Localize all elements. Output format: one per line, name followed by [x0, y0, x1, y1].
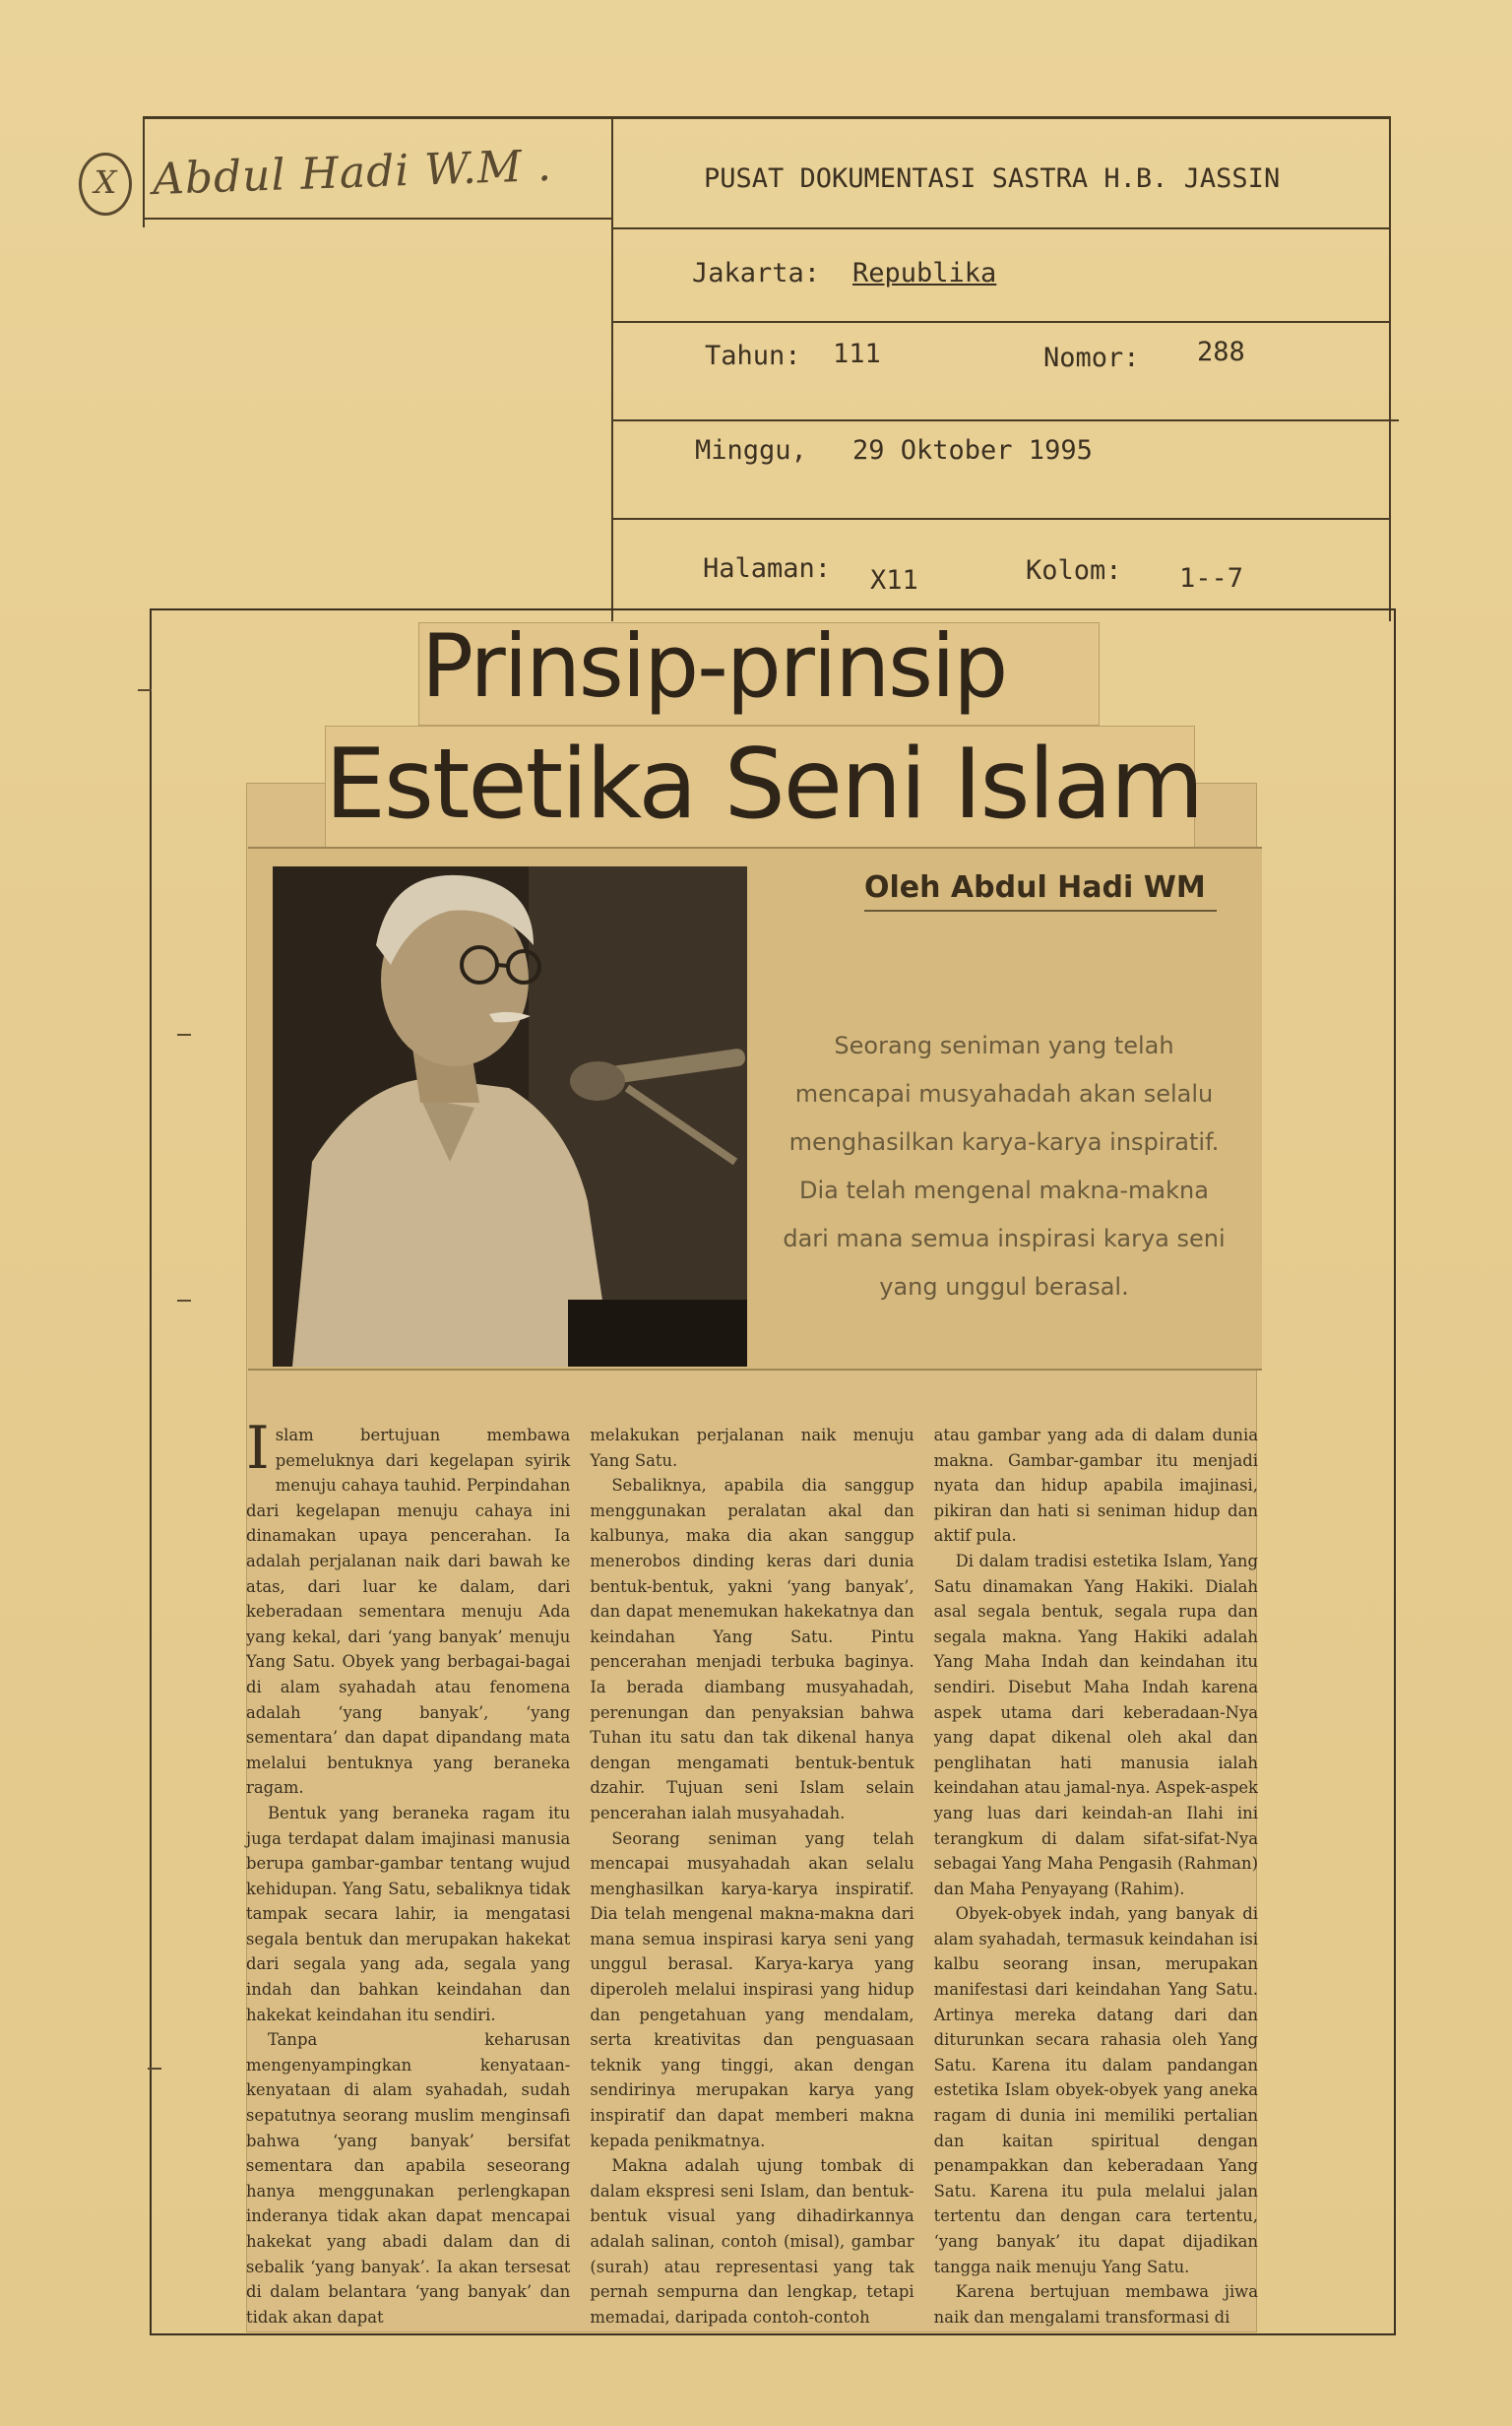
margin-mark	[177, 1034, 191, 1036]
paragraph: atau gambar yang ada di dalam dunia makna. Gambar-gambar itu menjadi nyata dan hidup apabila imajinasi, pikiran dan hati si seniman hidup dan aktif pula.	[933, 1426, 1258, 1546]
paragraph: Makna adalah ujung tombak di dalam ekspresi seni Islam, dan bentuk-bentuk visual yang dihadirkannya adalah salinan, contoh (misal), gambar (surah) atau representasi yang tak pernah sempurna dan lengkap, tetapi memadai, daripada contoh-contoh	[590, 2156, 914, 2327]
page-label: Halaman:	[703, 553, 832, 584]
article-column-3	[933, 1423, 1258, 2327]
city-label: Jakarta:	[692, 258, 821, 288]
article-column-1	[246, 1414, 571, 2327]
paragraph: Sebaliknya, apabila dia sanggup menggunakan peralatan akal dan kalbunya, maka dia akan sanggup menerobos dinding keras dari dunia bentuk-bentuk, yakni ‘yang banyak’, dan dapat menemukan hakekatnya dan keindahan Yang Satu. Pintu pencerahan menjadi terbuka baginya. Ia berada diambang musyahadah, perenungan dan penyaksian bahwa Tuhan itu satu dan tak dikenal hanya dengan mengamati bentuk-bentuk dzahir. Tujuan seni Islam selain pencerahan ialah musyahadah.	[590, 1476, 914, 1822]
paragraph: Bentuk yang beraneka ragam itu juga terdapat dalam imajinasi manusia berupa gambar-gambar tentang wujud kehidupan. Yang Satu, sebaliknya tidak tampak secara lahir, ia mengatasi segala bentuk dan merupakan hakekat dari segala yang ada, segala yang indah dan bahkan keindahan dan hakekat keindahan itu sendiri.	[246, 1803, 571, 2024]
card-rule	[611, 321, 1389, 323]
paragraph: Karena bertujuan membawa jiwa naik dan mengalami transformasi di	[933, 2282, 1258, 2327]
paragraph: Islam bertujuan membawa pemeluknya dari kegelapan syirik menuju cahaya tauhid. Perpindahan dari kegelapan menuju cahaya ini dinamakan upaya pencerahan. Ia adalah perjalanan naik dari bawah ke atas, dari luar ke dalam, dari keberadaan sementara menuju Ada yang kekal, dari ‘yang banyak’ menuju Yang Satu. Obyek yang berbagai-bagai di alam syahadah atau fenomena adalah ‘yang banyak’, ‘yang sementara’ dan dapat dipandang mata melalui bentuknya yang beraneka ragam.	[246, 1414, 571, 1798]
paragraph: Tanpa keharusan mengenyampingkan kenyataan-kenyataan di alam syahadah, sudah sepatutnya seorang muslim menginsafi bahwa ‘yang banyak’ bersifat sementara dan apabila seseorang hanya menggunakan perlengkapan inderanya tidak akan dapat mencapai hakekat yang abadi dalam dan di sebalik ‘yang banyak’. Ia akan tersesat di dalam belantara ‘yang banyak’ dan tidak akan dapat	[246, 2030, 571, 2327]
drop-cap: I	[246, 1414, 270, 1483]
card-border-left	[143, 119, 145, 227]
year-value: 111	[833, 339, 881, 369]
newspaper-name: Republika	[852, 258, 997, 288]
circle-mark: X	[79, 153, 132, 216]
byline-rule	[864, 910, 1217, 912]
paragraph: Obyek-obyek indah, yang banyak di alam syahadah, termasuk keindahan isi kalbu seorang insan, merupakan manifestasi dari keindahan Yang Satu. Artinya mereka datang dari dan diturunkan secara rahasia oleh Yang Satu. Karena itu dalam pandangan estetika Islam obyek-obyek yang aneka ragam di dunia ini memiliki pertalian dan kaitan spiritual dengan penampakkan dan keberadaan Yang Satu. Karena itu pula melalui jalan tertentu dan dengan cara tertentu, ‘yang banyak’ itu dapat dijadikan tangga naik menuju Yang Satu.	[933, 1904, 1258, 2276]
day-of-week: Minggu,	[695, 435, 807, 466]
column-label: Kolom:	[1026, 555, 1122, 586]
card-border-right	[1389, 119, 1391, 621]
page-value: X11	[870, 565, 918, 596]
issue-date: 29 Oktober 1995	[852, 435, 1093, 466]
margin-mark	[148, 2068, 161, 2070]
card-rule	[611, 419, 1399, 421]
number-value: 288	[1197, 337, 1245, 367]
margin-mark	[138, 689, 152, 691]
author-photo	[273, 866, 747, 1367]
card-rule	[611, 227, 1389, 229]
institution-name: PUSAT DOKUMENTASI SASTRA H.B. JASSIN	[704, 163, 1281, 194]
article-body	[246, 1414, 1258, 2327]
margin-mark	[177, 1300, 191, 1302]
handwritten-author-note: Abdul Hadi W.M .	[152, 140, 553, 206]
paragraph: melakukan perjalanan naik menuju Yang Satu.	[590, 1426, 914, 1470]
card-rule	[611, 518, 1389, 520]
card-rule	[143, 218, 611, 220]
byline: Oleh Abdul Hadi WM	[864, 870, 1206, 905]
card-divider	[611, 119, 613, 621]
pull-quote: Seorang seniman yang telah mencapai musyahadah akan selalu menghasilkan karya-karya inspiratif. Dia telah mengenal makna-makna dari mana semua inspirasi karya seni yang unggul berasal.	[783, 1032, 1226, 1301]
column-value: 1--7	[1179, 563, 1244, 594]
paragraph: Di dalam tradisi estetika Islam, Yang Satu dinamakan Yang Hakiki. Dialah asal segala bentuk, segala rupa dan segala makna. Yang Hakiki adalah Yang Maha Indah dan keindahan itu sendiri. Disebut Maha Indah karena aspek utama dari keberadaan-Nya yang dapat dikenal oleh akal dan penglihatan hati manusia ialah keindahan atau jamal-nya. Aspek-aspek yang luas dari keindah-an Ilahi ini terangkum di dalam sifat-sifat-Nya sebagai Yang Maha Pengasih (Rahman) dan Maha Penyayang (Rahim).	[933, 1551, 1258, 1898]
paragraph: Seorang seniman yang telah mencapai musyahadah akan selalu menghasilkan karya-karya inspiratif. Dia telah mengenal makna-makna dari mana semua inspirasi karya seni yang unggul berasal. Karya-karya yang diperoleh melalui inspirasi yang hidup dan pengetahuan yang mendalam, serta kreativitas dan penguasaan teknik yang tinggi, akan dengan sendirinya merupakan karya yang inspiratif dan dapat memberi makna kepada penikmatnya.	[590, 1828, 914, 2150]
article-column-2	[590, 1423, 914, 2327]
article-title-line2: Estetika Seni Islam	[325, 729, 1203, 841]
year-label: Tahun:	[705, 341, 801, 371]
article-title-line1: Prinsip-prinsip	[421, 615, 1007, 717]
number-label: Nomor:	[1043, 343, 1140, 373]
